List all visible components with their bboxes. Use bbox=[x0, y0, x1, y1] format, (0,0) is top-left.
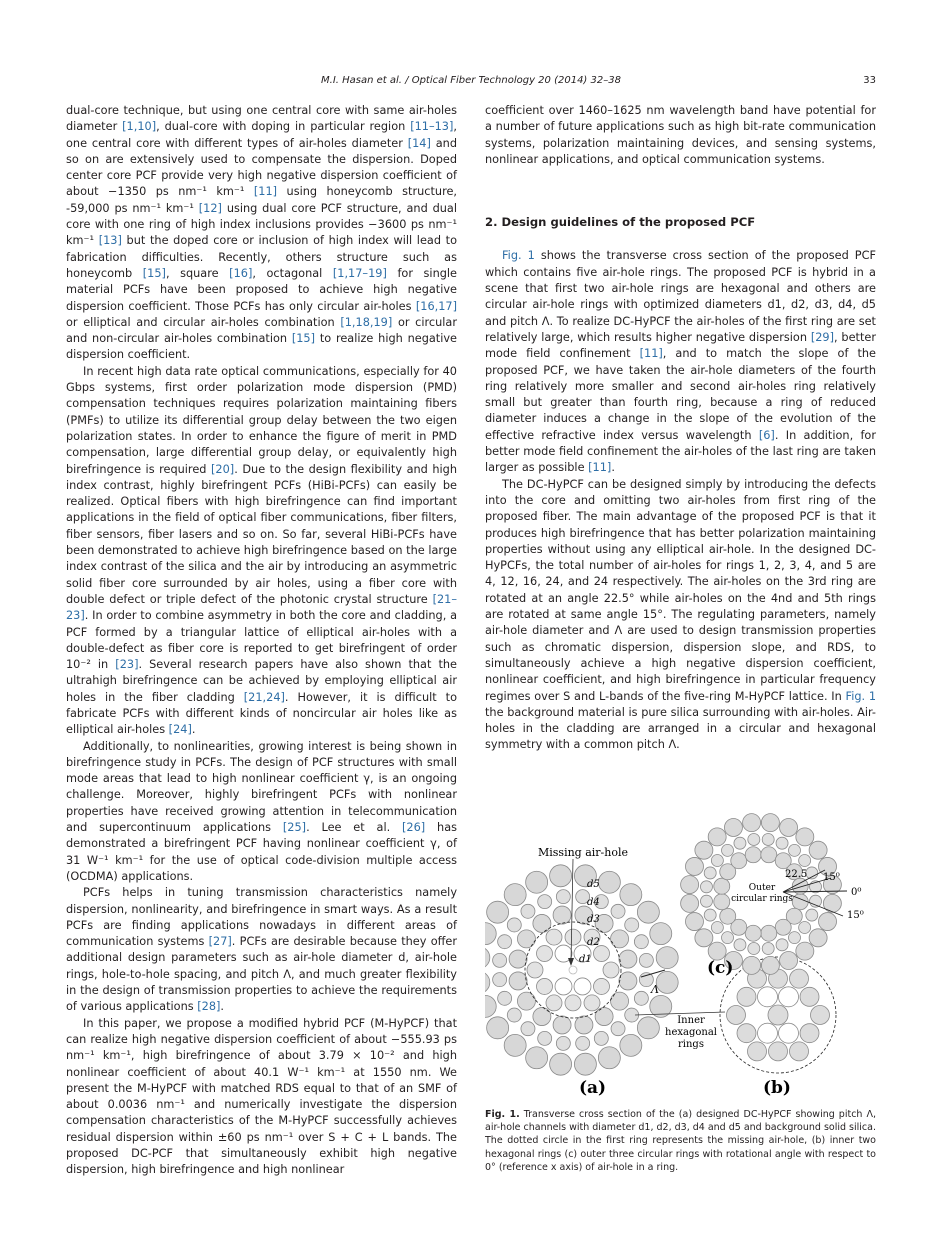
citation-link[interactable]: [21–23] bbox=[66, 592, 457, 623]
air-hole bbox=[594, 978, 610, 994]
air-hole bbox=[737, 987, 756, 1006]
air-hole-ring-5 bbox=[743, 956, 761, 974]
outer-label-1: Outer bbox=[748, 883, 776, 893]
arrow-head bbox=[568, 958, 574, 966]
air-hole-ring-4 bbox=[700, 895, 712, 907]
citation-link[interactable]: [26] bbox=[402, 821, 426, 835]
d4-label: d4 bbox=[587, 897, 600, 908]
air-hole-ring-3 bbox=[731, 853, 747, 869]
paragraph-text: to realize high negative dispersion coefficient. bbox=[66, 332, 458, 362]
air-hole bbox=[779, 987, 799, 1007]
air-hole bbox=[800, 1024, 819, 1043]
air-hole-ring-3 bbox=[761, 925, 777, 941]
air-hole-ring-4 bbox=[498, 935, 512, 949]
paragraph-text: using dual core PCF structure, and dual core with one ring of high index inclusions provides −3600 ps nm⁻¹ km⁻¹ bbox=[66, 201, 457, 248]
angle-15-lower-label: 15⁰ bbox=[847, 910, 864, 921]
air-hole-ring-4 bbox=[538, 895, 552, 909]
air-hole-ring-3 bbox=[595, 1008, 613, 1026]
air-hole bbox=[811, 1006, 830, 1025]
air-hole-ring-3 bbox=[553, 906, 571, 924]
d2-label: d2 bbox=[587, 937, 600, 948]
air-hole-ring-5 bbox=[487, 901, 509, 923]
paragraph-text: , dual-core with doping in particular region bbox=[156, 120, 411, 134]
air-hole-ring-5 bbox=[485, 971, 490, 993]
citation-link[interactable]: [12] bbox=[198, 201, 222, 215]
panel-c-label: (c) bbox=[707, 958, 734, 978]
air-hole-ring-5 bbox=[526, 1047, 548, 1069]
citation-link[interactable]: [15] bbox=[142, 266, 166, 280]
air-hole-ring-3 bbox=[775, 919, 791, 935]
angle-22-5-label: 22.5 bbox=[785, 869, 808, 880]
citation-link[interactable]: [21,24] bbox=[243, 690, 285, 704]
air-hole bbox=[727, 1006, 746, 1025]
air-hole-ring-4 bbox=[634, 935, 648, 949]
paragraph-text: In recent high data rate optical communications, especially for 40 Gbps systems, first order polarization mode dispersion (PMD) compensation techniques requires polarization maintaining fibers (PMFs) to utilize its differential group delay between the two eigen polarization states. In order to enhance the figure of merit in PMD compensation, large differential group delay, or equivalently high birefringence is required bbox=[66, 364, 457, 476]
air-hole-ring-4 bbox=[634, 991, 648, 1005]
air-hole bbox=[546, 995, 562, 1011]
citation-link[interactable]: [1,17–19] bbox=[332, 266, 387, 280]
citation-link[interactable]: [6] bbox=[758, 428, 775, 442]
citation-link[interactable]: [14] bbox=[407, 136, 431, 150]
air-hole bbox=[800, 987, 819, 1006]
right-column bbox=[485, 103, 876, 754]
air-hole-ring-3 bbox=[745, 847, 761, 863]
air-hole-ring-5 bbox=[656, 971, 678, 993]
air-hole-ring-5 bbox=[681, 894, 699, 912]
air-hole-ring-5 bbox=[637, 1017, 659, 1039]
paragraph-text: , one central core with different types of air-holes diameter bbox=[66, 120, 457, 150]
citation-link[interactable]: [27] bbox=[208, 935, 232, 949]
page-number: 33 bbox=[863, 75, 876, 86]
paragraph-text: or circular and non-circular air-holes combination bbox=[66, 315, 457, 346]
d5-label: d5 bbox=[587, 879, 600, 890]
air-hole-ring-5 bbox=[574, 1053, 596, 1075]
citation-link[interactable]: [1,10] bbox=[122, 120, 157, 134]
air-hole-ring-5 bbox=[743, 814, 761, 832]
citation-link[interactable]: Fig. 1 bbox=[845, 689, 877, 703]
fiber-cross-section-figure bbox=[485, 810, 876, 1100]
paragraph-text: dual-core technique, but using one central core with same air-holes diameter bbox=[66, 104, 457, 134]
air-hole-ring-4 bbox=[722, 932, 734, 944]
air-hole-ring-5 bbox=[487, 1017, 509, 1039]
air-hole-ring-4 bbox=[776, 837, 788, 849]
air-hole-ring-4 bbox=[521, 904, 535, 918]
air-hole-ring-3 bbox=[509, 950, 527, 968]
outer-label-2: circular rings bbox=[731, 894, 793, 904]
air-hole-ring-4 bbox=[776, 939, 788, 951]
air-hole-ring-4 bbox=[748, 833, 760, 845]
air-hole-ring-5 bbox=[685, 913, 703, 931]
paragraph-text: , square bbox=[165, 266, 230, 280]
air-hole bbox=[779, 1023, 799, 1043]
running-title: M.I. Hasan et al. / Optical Fiber Technology 20 (2014) 32–38 bbox=[321, 75, 621, 86]
air-hole-ring-4 bbox=[639, 953, 653, 967]
paragraph-text: coefficient over 1460–1625 nm wavelength band have potential for a number of future applications such as high bit-rate communication systems, polarization maintaining devices, and sensing systems, nonlinear applications, and optical communication systems. bbox=[485, 104, 876, 166]
air-hole-ring-4 bbox=[611, 904, 625, 918]
paragraph-text: shows the transverse cross section of the proposed PCF which contains five air-hole rings. The proposed PCF is hybrid in a scene that first two air-hole rings are hexagonal and others are circular air-hole rings with optimized diameters d1, d2, d3, d4, d5 and pitch Λ. To realize DC-HyPCF the air-holes of the first ring are set relatively large, which results higher negative dispersion bbox=[485, 249, 876, 344]
paragraph-text: . bbox=[611, 461, 615, 475]
paragraph-text: The DC-HyPCF can be designed simply by introducing the defects into the core and omitting two air-holes from first ring of the proposed fiber. The main advantage of the proposed PCF is that it produces high birefringence that has better polarization maintaining properties without using any elliptical air-hole. In the designed DC-HyPCFs, the total number of air-holes for rings 1, 2, 3, 4, and 5 are 4, 12, 16, 24, and 24 respectively. The air-holes on the 3rd ring are rotated at an angle 22.5° while air-holes on the 4nd and 5th rings are rotated at same angle 15°. The regulating parameters, namely air-hole diameter and Λ are used to design transmission properties such as chromatic dispersion, dispersion slope, and RDS, to simultaneously achieve a high negative dispersion coefficient, nonlinear coefficient, and high birefringence in particular frequency regimes over S and L-bands of the five-ring M-HyPCF lattice. In bbox=[485, 477, 876, 703]
air-hole-ring-5 bbox=[656, 947, 678, 969]
air-hole-ring-4 bbox=[507, 1008, 521, 1022]
air-hole-ring-5 bbox=[796, 828, 814, 846]
paragraph bbox=[66, 739, 457, 886]
left-column bbox=[66, 103, 457, 1179]
air-hole-ring-5 bbox=[550, 1053, 572, 1075]
paragraph-text: . PCFs are desirable because they offer additional design parameters such as air-hole diameter d, air-hole rings, hole-to-hole spacing, and pitch Λ, and much greater flexibility in the design of transmission properties to achieve the requirements of various applications bbox=[66, 935, 457, 1014]
air-hole-ring-5 bbox=[485, 947, 490, 969]
inner-label-1: Inner bbox=[677, 1015, 705, 1026]
section-heading: 2. Design guidelines of the proposed PCF bbox=[485, 215, 756, 230]
air-hole-ring-3 bbox=[509, 972, 527, 990]
paragraph-text: but the doped core or inclusion of high index will lead to fabrication difficulties. Recently, others structure such as honeycomb bbox=[66, 234, 457, 280]
air-hole bbox=[574, 978, 591, 995]
air-hole bbox=[603, 962, 619, 978]
air-hole-ring-5 bbox=[761, 956, 779, 974]
inner-label-2: hexagonal bbox=[665, 1027, 717, 1038]
air-hole-ring-5 bbox=[780, 818, 798, 836]
air-hole-ring-4 bbox=[594, 1031, 608, 1045]
citation-link[interactable]: [29] bbox=[810, 330, 835, 344]
paragraph-text: In this paper, we propose a modified hybrid PCF (M-HyPCF) that can realize high negative dispersion coefficient of about −555.93 ps nm⁻¹ km⁻¹, high birefringence of about 3.79 × 10⁻² and high nonlinear coefficient of about 40.1 W⁻¹ km⁻¹ at 1550 nm. We present the M-HyPCF with matched RDS equal to that of an SMF of about 0.0036 nm⁻¹ and numerically investigate the dispersion compensation characteristics of the M-HyPCF successfully achieves residual dispersion within ±60 ps nm⁻¹ over S + C + L bands. The proposed DC-PCF that simultaneously exhibit high negative dispersion, high birefringence and high nonlinear bbox=[66, 1016, 457, 1177]
citation-link[interactable]: [11] bbox=[639, 347, 663, 361]
air-hole-ring-4 bbox=[711, 855, 723, 867]
air-hole-ring-4 bbox=[704, 867, 716, 879]
air-hole-ring-5 bbox=[550, 865, 572, 887]
air-hole-ring-3 bbox=[745, 925, 761, 941]
pitch-label: Λ bbox=[651, 983, 659, 996]
air-hole-ring-4 bbox=[799, 921, 811, 933]
air-hole bbox=[748, 1042, 767, 1061]
paragraph-text: . In order to combine asymmetry in both the core and cladding, a PCF formed by a triangular lattice of elliptical air-holes with a double-defect as fiber core is reported to get birefringent of order 10⁻² in bbox=[66, 609, 457, 672]
air-hole bbox=[546, 929, 562, 945]
air-hole-ring-4 bbox=[521, 1022, 535, 1036]
air-hole-ring-5 bbox=[809, 929, 827, 947]
air-hole-ring-4 bbox=[493, 953, 507, 967]
air-hole-ring-5 bbox=[819, 913, 837, 931]
air-hole-ring-5 bbox=[695, 929, 713, 947]
air-hole-ring-3 bbox=[611, 930, 629, 948]
air-hole-ring-3 bbox=[533, 914, 551, 932]
air-hole-ring-4 bbox=[762, 833, 774, 845]
core bbox=[569, 966, 577, 974]
paragraph bbox=[66, 885, 457, 1015]
air-hole-ring-4 bbox=[748, 943, 760, 955]
citation-link[interactable]: Fig. 1 bbox=[502, 249, 535, 263]
citation-link[interactable]: [24] bbox=[168, 723, 192, 737]
panel-b-inner-rings bbox=[720, 957, 836, 1073]
air-hole-ring-5 bbox=[598, 1047, 620, 1069]
air-hole bbox=[565, 995, 581, 1011]
air-hole-ring-4 bbox=[498, 991, 512, 1005]
citation-link[interactable]: [16,17] bbox=[415, 299, 457, 313]
air-hole-ring-5 bbox=[685, 857, 703, 875]
air-hole bbox=[758, 1023, 778, 1043]
citation-link[interactable]: [11] bbox=[253, 185, 278, 199]
figure-1 bbox=[485, 810, 876, 1100]
paragraph-text: PCFs helps in tuning transmission characteristics namely dispersion, nonlinearity, and birefringence in smart ways. As a result PCFs are finding applications nowadays in different areas of communication systems bbox=[66, 886, 457, 949]
paragraph bbox=[66, 1016, 457, 1179]
air-hole bbox=[758, 987, 778, 1007]
air-hole bbox=[790, 969, 809, 988]
citation-link[interactable]: [16] bbox=[229, 266, 253, 280]
paragraph-text: . bbox=[191, 723, 196, 737]
paragraph-text: has demonstrated a birefringent PCF having nonlinear coefficient γ, of 31 W⁻¹ km⁻¹ for the use of optical code-division multiple access (OCDMA) applications. bbox=[66, 821, 458, 883]
paragraph bbox=[485, 248, 876, 476]
air-hole-ring-3 bbox=[553, 1016, 571, 1034]
paragraph-text: . Due to the design flexibility and high index contrast, highly birefringent PCFs (HiBi-PCFs) can easily be realized. Optical fibers with high birefringence can find important applications in the field of optical fiber communications, fiber filters, fiber sensors, fiber lasers and so on. So far, several HiBi-PCFs have been demonstrated to achieve high birefringence based on the large index contrast of the silica and the air by introducing an asymmetric solid fiber core surrounded by air holes, using a fiber core with double defect or triple defect of the photonic crystal structure bbox=[66, 462, 457, 606]
air-hole-ring-4 bbox=[711, 921, 723, 933]
air-hole-ring-5 bbox=[809, 841, 827, 859]
paragraph-text: and so on are extensively used to compensate the dispersion. Doped center core PCF provide very high negative dispersion coefficient of about −1350 ps nm⁻¹ km⁻¹ bbox=[66, 136, 457, 199]
air-hole-ring-5 bbox=[526, 871, 548, 893]
air-hole-ring-5 bbox=[681, 876, 699, 894]
air-hole-ring-4 bbox=[788, 932, 800, 944]
air-hole-ring-3 bbox=[533, 1008, 551, 1026]
angle-0-label: 0⁰ bbox=[851, 887, 862, 898]
d1-label: d1 bbox=[579, 954, 592, 965]
missing-air-hole-label: Missing air-hole bbox=[538, 846, 628, 859]
air-hole-ring-3 bbox=[619, 950, 637, 968]
air-hole-ring-5 bbox=[761, 814, 779, 832]
citation-link[interactable]: [23] bbox=[115, 658, 139, 672]
citation-link[interactable]: [28] bbox=[197, 1000, 221, 1014]
air-hole-ring-3 bbox=[517, 930, 535, 948]
figure-caption bbox=[485, 1108, 876, 1174]
panel-a-full-structure bbox=[485, 865, 678, 1075]
air-hole-ring-5 bbox=[620, 884, 642, 906]
air-hole bbox=[769, 1042, 788, 1061]
citation-link[interactable]: [13] bbox=[98, 234, 122, 248]
citation-link[interactable]: [15] bbox=[291, 332, 316, 346]
air-hole bbox=[737, 1024, 756, 1043]
air-hole bbox=[537, 946, 553, 962]
air-hole bbox=[790, 1042, 809, 1061]
paragraph-text: for single material PCFs have been proposed to achieve high negative dispersion coefficient. Those PCFs has only circular air-holes bbox=[66, 266, 457, 313]
air-hole-ring-5 bbox=[780, 952, 798, 970]
air-hole-ring-3 bbox=[761, 847, 777, 863]
citation-link[interactable]: [11–13] bbox=[410, 120, 454, 134]
air-hole-ring-5 bbox=[708, 828, 726, 846]
citation-link[interactable]: [1,18,19] bbox=[340, 315, 393, 329]
air-hole-ring-5 bbox=[650, 923, 672, 945]
air-hole-ring-4 bbox=[556, 890, 570, 904]
paragraph-text: . In addition, for better mode field confinement the air-holes of the last ring are taken larger as possible bbox=[485, 428, 876, 475]
angle-15-upper-label: 15⁰ bbox=[823, 872, 840, 883]
air-hole-ring-4 bbox=[762, 943, 774, 955]
air-hole bbox=[565, 929, 581, 945]
air-hole-ring-3 bbox=[714, 878, 730, 894]
air-hole-ring-4 bbox=[625, 918, 639, 932]
air-hole-ring-5 bbox=[485, 923, 496, 945]
air-hole-ring-3 bbox=[720, 908, 736, 924]
air-hole-ring-4 bbox=[556, 1036, 570, 1050]
air-hole-ring-4 bbox=[507, 918, 521, 932]
paragraph-text: . Lee et al. bbox=[306, 821, 403, 835]
citation-link[interactable]: [25] bbox=[282, 821, 307, 835]
air-hole bbox=[527, 962, 543, 978]
air-hole-ring-4 bbox=[799, 855, 811, 867]
paragraph-text: , octagonal bbox=[252, 266, 333, 280]
panel-b-label: (b) bbox=[763, 1078, 791, 1098]
paragraph-text: Additionally, to nonlinearities, growing interest is being shown in birefringence study in PCFs. The design of PCF structures with small mode areas that lead to high nonlinear coefficient γ, is an ongoing challenge. Moreover, highly birefringent PCFs with nonlinear properties have received growing attention in telecommunication and supercontinuum applications bbox=[66, 739, 457, 835]
paragraph-text: or elliptical and circular air-holes combination bbox=[66, 315, 341, 329]
paragraph-text: . Several research papers have also shown that the ultrahigh birefringence can be achieved by employing elliptical air holes in the fiber cladding bbox=[66, 658, 457, 704]
air-hole bbox=[584, 995, 600, 1011]
paragraph-text: the background material is pure silica surrounding with air-holes. Air-holes in the cladding are arranged in a circular and hexagonal symmetry with a common pitch Λ. bbox=[485, 705, 876, 752]
core bbox=[768, 1005, 788, 1025]
air-hole-ring-4 bbox=[493, 973, 507, 987]
paragraph bbox=[66, 103, 457, 364]
paragraph bbox=[485, 103, 876, 168]
air-hole-ring-3 bbox=[714, 894, 730, 910]
air-hole bbox=[537, 978, 553, 994]
paragraph-text: , and to match the slope of the proposed PCF, we have taken the air-hole diameters of the fourth ring relatively more smaller and second air-holes ring relatively small but greater than fourth ring, because a ring of reduced diameter induces a change in the slope of the evolution of the effective refractive index versus wavelength bbox=[485, 347, 876, 442]
air-hole bbox=[555, 978, 572, 995]
air-hole-ring-3 bbox=[575, 1016, 593, 1034]
air-hole-ring-4 bbox=[611, 1022, 625, 1036]
air-hole-ring-3 bbox=[517, 992, 535, 1010]
caption-label: Fig. 1. bbox=[485, 1109, 520, 1120]
air-hole-ring-3 bbox=[619, 972, 637, 990]
air-hole-ring-3 bbox=[611, 992, 629, 1010]
paragraph-text: using honeycomb structure, -59,000 ps nm⁻¹ km⁻¹ bbox=[66, 185, 458, 215]
air-hole-ring-5 bbox=[796, 942, 814, 960]
paragraph bbox=[485, 477, 876, 754]
air-hole-ring-4 bbox=[538, 1031, 552, 1045]
air-hole-ring-5 bbox=[724, 818, 742, 836]
air-hole-ring-4 bbox=[788, 844, 800, 856]
air-hole-ring-4 bbox=[734, 837, 746, 849]
panel-a-label: (a) bbox=[579, 1078, 607, 1098]
inner-label-3: rings bbox=[678, 1039, 704, 1050]
air-hole-ring-5 bbox=[598, 871, 620, 893]
air-hole-ring-5 bbox=[620, 1034, 642, 1056]
caption-text: Transverse cross section of the (a) designed DC-HyPCF showing pitch Λ, air-hole channels with diameter d1, d2, d3, d4 and d5 and background solid silica. The dotted circle in the first ring represents the missing air-hole, (b) inner two hexagonal rings (c) outer three circular rings with rotational angle with respect to 0° (reference x axis) of air-hole in a ring. bbox=[485, 1109, 876, 1173]
air-hole-ring-5 bbox=[485, 995, 496, 1017]
paragraph bbox=[66, 364, 457, 739]
citation-link[interactable]: [11] bbox=[588, 461, 612, 475]
air-hole-ring-4 bbox=[700, 881, 712, 893]
paragraph-text: . However, it is difficult to fabricate PCFs with different kinds of noncircular air holes like as elliptical air-holes bbox=[66, 690, 457, 737]
air-hole-ring-4 bbox=[704, 909, 716, 921]
air-hole-ring-4 bbox=[722, 844, 734, 856]
paragraph-text: , better mode field confinement bbox=[485, 330, 876, 361]
air-hole-ring-4 bbox=[576, 1036, 590, 1050]
paragraph-text: . bbox=[220, 1000, 225, 1014]
air-hole-ring-5 bbox=[637, 901, 659, 923]
air-hole-ring-5 bbox=[504, 1034, 526, 1056]
citation-link[interactable]: [20] bbox=[211, 462, 235, 476]
running-header bbox=[66, 75, 876, 89]
air-hole-ring-5 bbox=[504, 884, 526, 906]
air-hole-ring-5 bbox=[695, 841, 713, 859]
d3-label: d3 bbox=[587, 914, 600, 925]
air-hole-ring-4 bbox=[734, 939, 746, 951]
air-hole-ring-4 bbox=[806, 909, 818, 921]
